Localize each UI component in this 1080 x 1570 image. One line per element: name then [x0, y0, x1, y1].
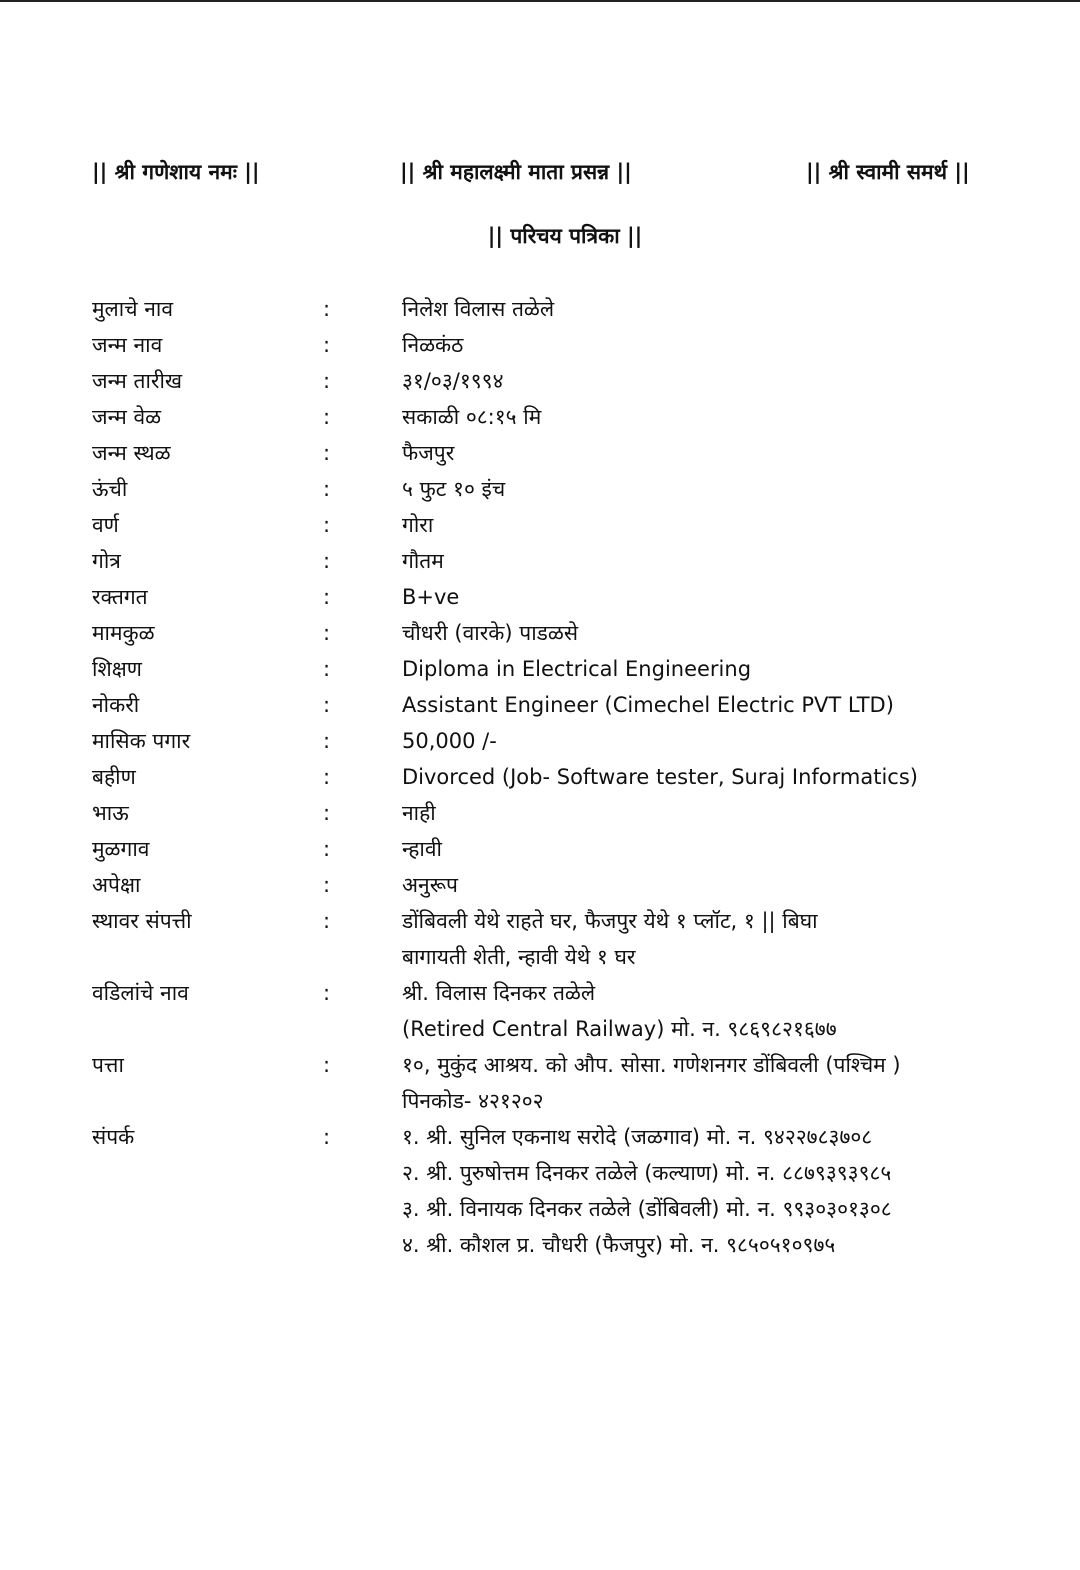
detail-label: अपेक्षा [92, 873, 141, 897]
detail-label: जन्म नाव [92, 333, 163, 357]
detail-value-line: निळकंठ [402, 333, 464, 357]
detail-row [0, 327, 1080, 363]
detail-value [402, 975, 1080, 1047]
detail-row [0, 579, 1080, 615]
detail-value [402, 543, 1080, 579]
detail-value-line: गोरा [402, 513, 434, 537]
detail-label: पत्ता [92, 1053, 124, 1077]
detail-separator: : [323, 1125, 331, 1149]
detail-value-line: B+ve [402, 585, 460, 609]
detail-label: मासिक पगार [92, 729, 191, 753]
detail-separator: : [323, 549, 331, 573]
detail-row [0, 363, 1080, 399]
invocation-header [0, 158, 1080, 192]
detail-value-line: Assistant Engineer (Cimechel Electric PVT LTD) [402, 693, 894, 717]
detail-value [402, 687, 1080, 723]
detail-separator: : [323, 837, 331, 861]
detail-value [402, 867, 1080, 903]
detail-label: मामकुळ [92, 621, 155, 645]
detail-label: भाऊ [92, 801, 129, 825]
detail-row [0, 867, 1080, 903]
detail-value [402, 831, 1080, 867]
detail-label: स्थावर संपत्ती [92, 909, 192, 933]
detail-value-line: चौधरी (वारके) पाडळसे [402, 621, 579, 645]
detail-label: जन्म स्थळ [92, 441, 171, 465]
detail-separator: : [323, 693, 331, 717]
detail-row [0, 291, 1080, 327]
detail-row [0, 831, 1080, 867]
detail-value-line: डोंबिवली येथे राहते घर, फैजपुर येथे १ प्लॉट, १ || बिघा [402, 909, 818, 933]
detail-label: मुळगाव [92, 837, 150, 861]
detail-label: जन्म तारीख [92, 369, 183, 393]
detail-row [0, 543, 1080, 579]
detail-separator: : [323, 981, 331, 1005]
detail-separator: : [323, 477, 331, 501]
document-title: || परिचय पत्रिका || [487, 224, 643, 248]
detail-separator: : [323, 441, 331, 465]
detail-value [402, 291, 1080, 327]
detail-separator: : [323, 801, 331, 825]
detail-row [0, 795, 1080, 831]
detail-value-line: न्हावी [402, 837, 442, 861]
invocation-ganesh: || श्री गणेशाय नमः || [92, 160, 260, 184]
detail-value-line: ३१/०३/१९९४ [402, 369, 504, 393]
detail-value [402, 795, 1080, 831]
detail-row [0, 723, 1080, 759]
detail-value-line: अनुरूप [402, 873, 458, 897]
details-list [0, 291, 1080, 1263]
detail-label: वडिलांचे नाव [92, 981, 189, 1005]
detail-separator: : [323, 765, 331, 789]
detail-label: नोकरी [92, 693, 140, 717]
detail-row [0, 651, 1080, 687]
detail-value [402, 759, 1080, 795]
detail-label: मुलाचे नाव [92, 297, 174, 321]
detail-value-line: पिनकोड- ४२१२०२ [402, 1089, 544, 1113]
detail-row [0, 435, 1080, 471]
detail-value-line: ४. श्री. कौशल प्र. चौधरी (फैजपुर) मो. न. ९८५०५१०९७५ [402, 1233, 836, 1257]
detail-row [0, 507, 1080, 543]
detail-value [402, 363, 1080, 399]
detail-value [402, 399, 1080, 435]
detail-value-line: १०, मुकुंद आश्रय. को औप. सोसा. गणेशनगर डोंबिवली (पश्चिम ) [402, 1053, 901, 1077]
detail-row [0, 975, 1080, 1047]
detail-value-line: (Retired Central Railway) मो. न. ९८६९८२१६७७ [402, 1017, 837, 1041]
detail-row [0, 615, 1080, 651]
detail-value [402, 327, 1080, 363]
detail-separator: : [323, 621, 331, 645]
detail-label: रक्तगत [92, 585, 148, 609]
detail-value-line: Diploma in Electrical Engineering [402, 657, 752, 681]
detail-label: शिक्षण [92, 657, 142, 681]
detail-value [402, 579, 1080, 615]
detail-value [402, 903, 1080, 975]
detail-separator: : [323, 369, 331, 393]
detail-row [0, 687, 1080, 723]
detail-separator: : [323, 909, 331, 933]
detail-value-line: निलेश विलास तळेले [402, 297, 555, 321]
detail-row [0, 903, 1080, 975]
detail-value [402, 435, 1080, 471]
detail-separator: : [323, 873, 331, 897]
invocation-swami: || श्री स्वामी समर्थ || [806, 160, 970, 184]
detail-separator: : [323, 729, 331, 753]
detail-row [0, 399, 1080, 435]
detail-row [0, 1047, 1080, 1119]
detail-separator: : [323, 513, 331, 537]
detail-separator: : [323, 333, 331, 357]
detail-value [402, 1119, 1080, 1263]
detail-value-line: २. श्री. पुरुषोत्तम दिनकर तळेले (कल्याण) मो. न. ८८७९३९३९८५ [402, 1161, 892, 1185]
detail-value-line: श्री. विलास दिनकर तळेले [402, 981, 596, 1005]
detail-row [0, 1119, 1080, 1263]
detail-label: ऊंची [92, 477, 128, 501]
detail-value-line: गौतम [402, 549, 444, 573]
detail-value [402, 615, 1080, 651]
detail-value-line: नाही [402, 801, 436, 825]
detail-value [402, 1047, 1080, 1119]
page-top-edge [0, 0, 1080, 2]
detail-separator: : [323, 297, 331, 321]
detail-value-line: १. श्री. सुनिल एकनाथ सरोदे (जळगाव) मो. न. ९४२२७८३७०८ [402, 1125, 873, 1149]
detail-value-line: बागायती शेती, न्हावी येथे १ घर [402, 945, 636, 969]
detail-value [402, 651, 1080, 687]
detail-value-line: ३. श्री. विनायक दिनकर तळेले (डोंबिवली) मो. न. ९९३०३०१३०८ [402, 1197, 892, 1221]
detail-row [0, 471, 1080, 507]
invocation-mahalakshmi: || श्री महालक्ष्मी माता प्रसन्न || [400, 160, 632, 184]
detail-label: संपर्क [92, 1125, 135, 1149]
detail-value-line: 50,000 /- [402, 729, 497, 753]
detail-label: वर्ण [92, 513, 119, 537]
detail-label: गोत्र [92, 549, 121, 573]
detail-value [402, 507, 1080, 543]
detail-separator: : [323, 585, 331, 609]
detail-value [402, 471, 1080, 507]
detail-label: बहीण [92, 765, 136, 789]
detail-value-line: Divorced (Job- Software tester, Suraj Informatics) [402, 765, 918, 789]
detail-value-line: ५ फुट १० इंच [402, 477, 506, 501]
detail-value-line: सकाळी ०८:१५ मि [402, 405, 542, 429]
detail-value-line: फैजपुर [402, 441, 455, 465]
detail-separator: : [323, 657, 331, 681]
detail-row [0, 759, 1080, 795]
detail-separator: : [323, 1053, 331, 1077]
detail-label: जन्म वेळ [92, 405, 162, 429]
detail-separator: : [323, 405, 331, 429]
detail-value [402, 723, 1080, 759]
